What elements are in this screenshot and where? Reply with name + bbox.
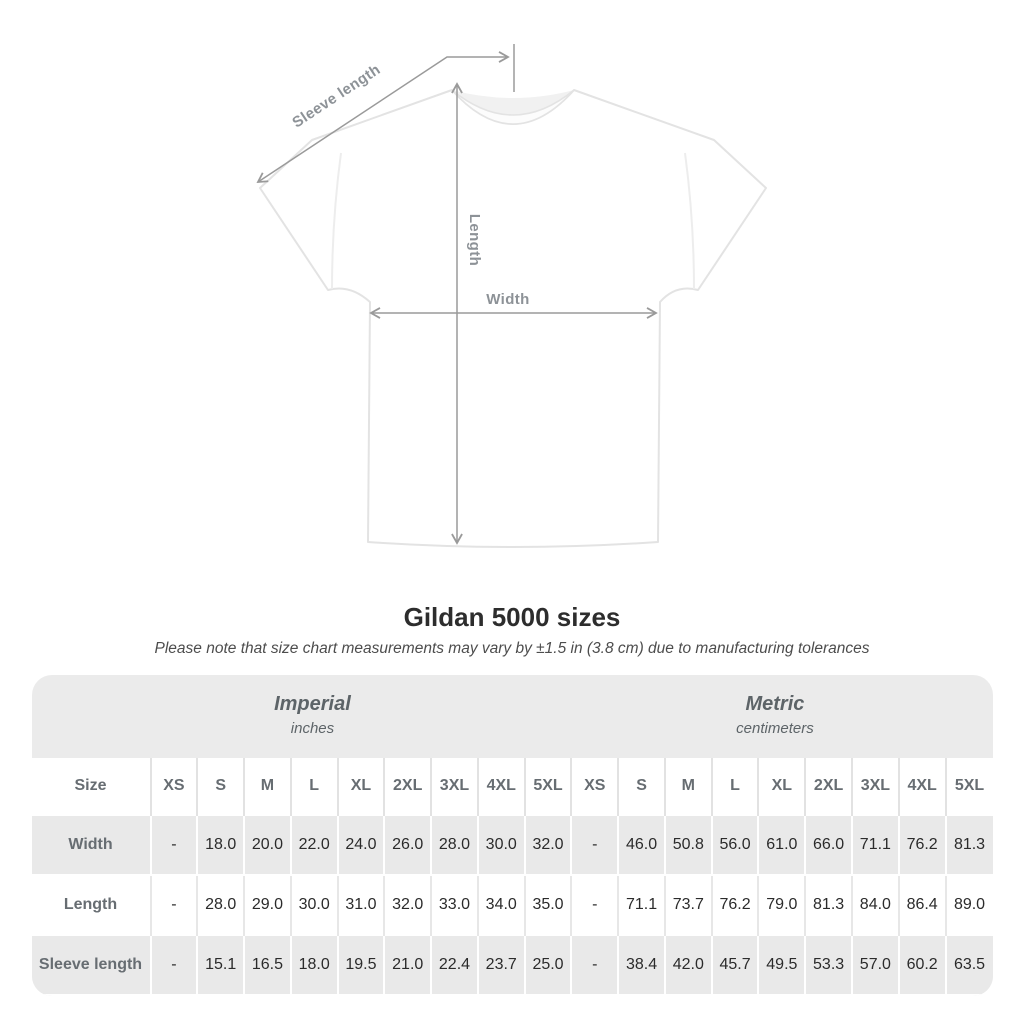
cell: 50.8 [665,815,712,875]
cell: 71.1 [618,875,665,935]
cell: 76.2 [712,875,759,935]
cell: 29.0 [244,875,291,935]
cell: - [571,935,618,995]
metric-col-5xl: 5XL [946,758,993,815]
metric-col-xs: XS [571,758,618,815]
metric-col-m: M [665,758,712,815]
cell: - [571,815,618,875]
cell: 18.0 [197,815,244,875]
cell: 42.0 [665,935,712,995]
metric-col-4xl: 4XL [899,758,946,815]
cell: 19.5 [338,935,385,995]
width-row [32,815,993,875]
cell: 61.0 [758,815,805,875]
cell: 30.0 [478,815,525,875]
size-header-row [32,758,993,815]
cell: 86.4 [899,875,946,935]
cell: 15.1 [197,935,244,995]
cell: 25.0 [525,935,572,995]
cell: 38.4 [618,935,665,995]
cell: 46.0 [618,815,665,875]
cell: - [571,875,618,935]
cell: 20.0 [244,815,291,875]
metric-col-2xl: 2XL [805,758,852,815]
metric-col-s: S [618,758,665,815]
metric-col-3xl: 3XL [852,758,899,815]
metric-col-xl: XL [758,758,805,815]
width-label: Width [486,291,530,308]
imperial-col-4xl: 4XL [478,758,525,815]
cell: 73.7 [665,875,712,935]
cell: 33.0 [431,875,478,935]
cell: - [151,875,198,935]
cell: 32.0 [525,815,572,875]
metric-label: Metric [745,692,805,715]
imperial-label: Imperial [274,692,351,715]
cell: - [151,935,198,995]
cell: 53.3 [805,935,852,995]
cell: 28.0 [197,875,244,935]
imperial-col-xs: XS [151,758,198,815]
row-label-width: Width [32,815,151,875]
size-table-container [32,675,993,996]
cell: 66.0 [805,815,852,875]
cell: 23.7 [478,935,525,995]
cell: 89.0 [946,875,993,935]
cell: 81.3 [946,815,993,875]
imperial-col-m: M [244,758,291,815]
cell: 21.0 [384,935,431,995]
unit-group-metric [571,675,992,758]
row-label-length: Length [63,896,118,913]
cell: 26.0 [384,815,431,875]
tshirt-body [260,90,766,547]
cell: 81.3 [805,875,852,935]
cell: 56.0 [712,815,759,875]
cell: 28.0 [431,815,478,875]
tolerance-note: Please note that size chart measurements may vary by ±1.5 in (3.8 cm) due to manufacturing tolerances [154,640,870,657]
cell: 60.2 [899,935,946,995]
unit-header-row [32,675,993,758]
sleeve-length-label: Sleeve length [289,61,384,132]
cell: 22.0 [291,815,338,875]
cell: 24.0 [338,815,385,875]
length-row [32,875,993,935]
cell: 31.0 [338,875,385,935]
cell: 84.0 [852,875,899,935]
cell: - [151,815,198,875]
cell: 45.7 [712,935,759,995]
cell: 18.0 [291,935,338,995]
cell: 79.0 [758,875,805,935]
size-table [32,675,993,996]
imperial-col-5xl: 5XL [525,758,572,815]
page-title: Gildan 5000 sizes [403,602,621,632]
imperial-col-xl: XL [338,758,385,815]
imperial-col-s: S [197,758,244,815]
cell: 34.0 [478,875,525,935]
cell: 16.5 [244,935,291,995]
sleeve-length-row [32,935,993,995]
cell: 35.0 [525,875,572,935]
imperial-sublabel: inches [290,719,335,737]
unit-group-imperial [32,675,572,758]
cell: 57.0 [852,935,899,995]
imperial-col-l: L [291,758,338,815]
tshirt-illustration [260,90,766,547]
imperial-col-3xl: 3XL [431,758,478,815]
cell: 32.0 [384,875,431,935]
imperial-col-2xl: 2XL [384,758,431,815]
cell: 71.1 [852,815,899,875]
cell: 22.4 [431,935,478,995]
cell: 30.0 [291,875,338,935]
cell: 76.2 [899,815,946,875]
row-label-sleeve-length: Sleeve length [32,935,151,995]
length-label: Length [466,213,483,267]
metric-sublabel: centimeters [736,719,814,737]
size-header: Size [74,777,107,794]
cell: 63.5 [946,935,993,995]
cell: 49.5 [758,935,805,995]
metric-col-l: L [712,758,759,815]
